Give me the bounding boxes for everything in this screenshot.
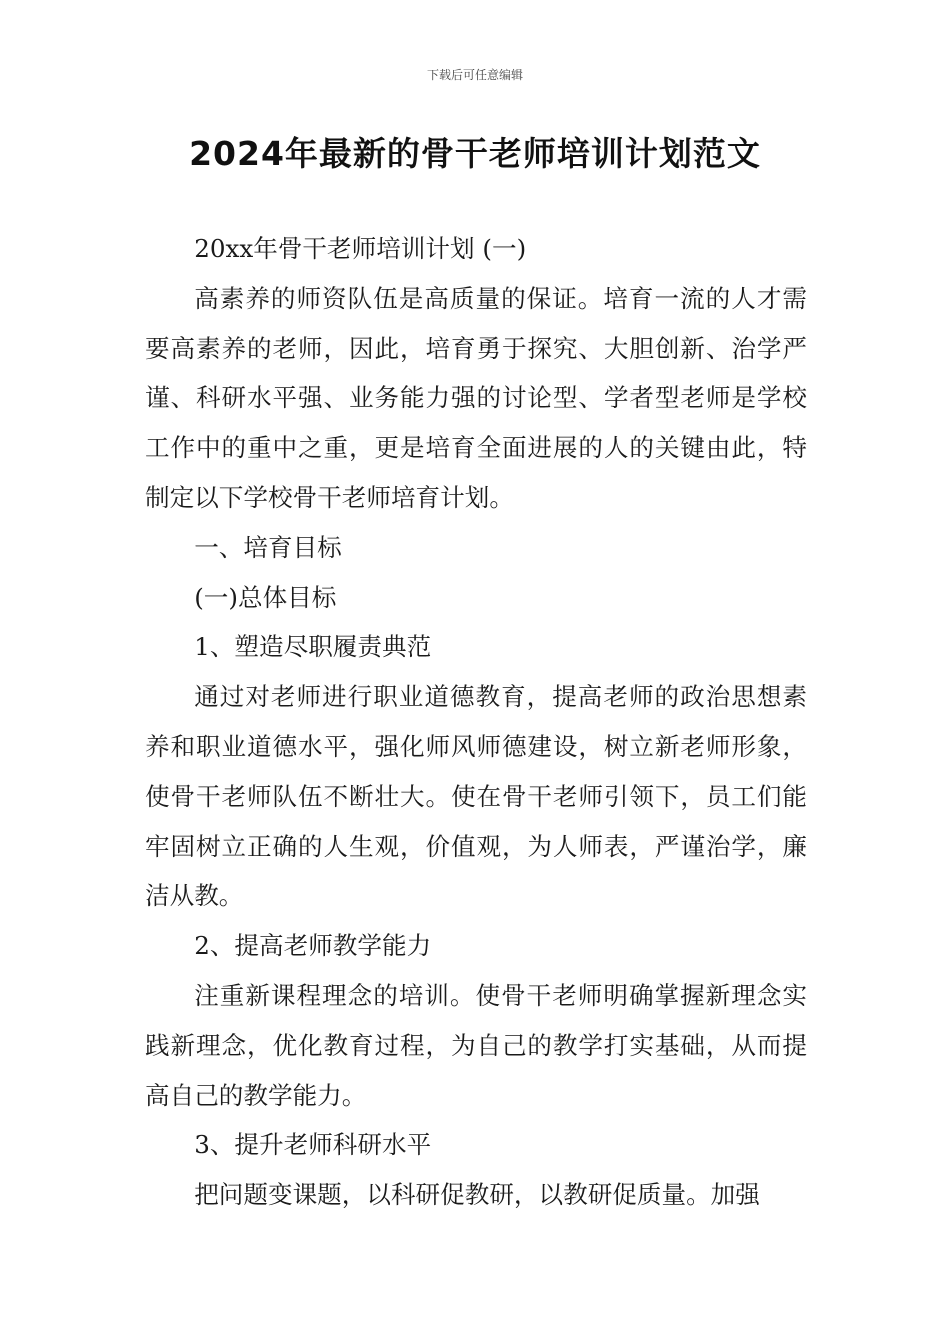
- item-heading: 3、提升老师科研水平: [194, 1130, 432, 1160]
- paragraph: 注重新课程理念的培训。使骨干老师明确掌握新理念实践新理念，优化教育过程，为自己的教学打实基础，从而提高自己的教学能力。: [145, 980, 807, 1110]
- paragraph: 高素养的师资队伍是高质量的保证。培育一流的人才需要高素养的老师，因此，培育勇于探究、大胆创新、治学严谨、科研水平强、业务能力强的讨论型、学者型老师是学校工作中的重中之重，更是培育全面进展的人的关键由此，特制定以下学校骨干老师培育计划。: [145, 283, 807, 512]
- section-heading: 20xx年骨干老师培训计划 (一): [194, 234, 527, 263]
- document-title: 2024年最新的骨干老师培训计划范文: [189, 134, 761, 173]
- section-heading: 一、培育目标: [194, 532, 342, 562]
- paragraph: 把问题变课题，以科研促教研，以教研促质量。加强: [194, 1180, 760, 1210]
- header-note: 下载后可任意编辑: [426, 68, 523, 82]
- paragraph: 通过对老师进行职业道德教育，提高老师的政治思想素养和职业道德水平，强化师风师德建设，树立新老师形象，使骨干老师队伍不断壮大。使在骨干老师引领下，员工们能牢固树立正确的人生观，价值观，为人师表，严谨治学，廉洁从教。: [145, 682, 807, 911]
- item-heading: 2、提高老师教学能力: [194, 931, 432, 961]
- item-heading: 1、塑造尽职履责典范: [194, 632, 432, 662]
- document-body: [145, 224, 807, 1220]
- subsection-heading: (一)总体目标: [194, 582, 337, 612]
